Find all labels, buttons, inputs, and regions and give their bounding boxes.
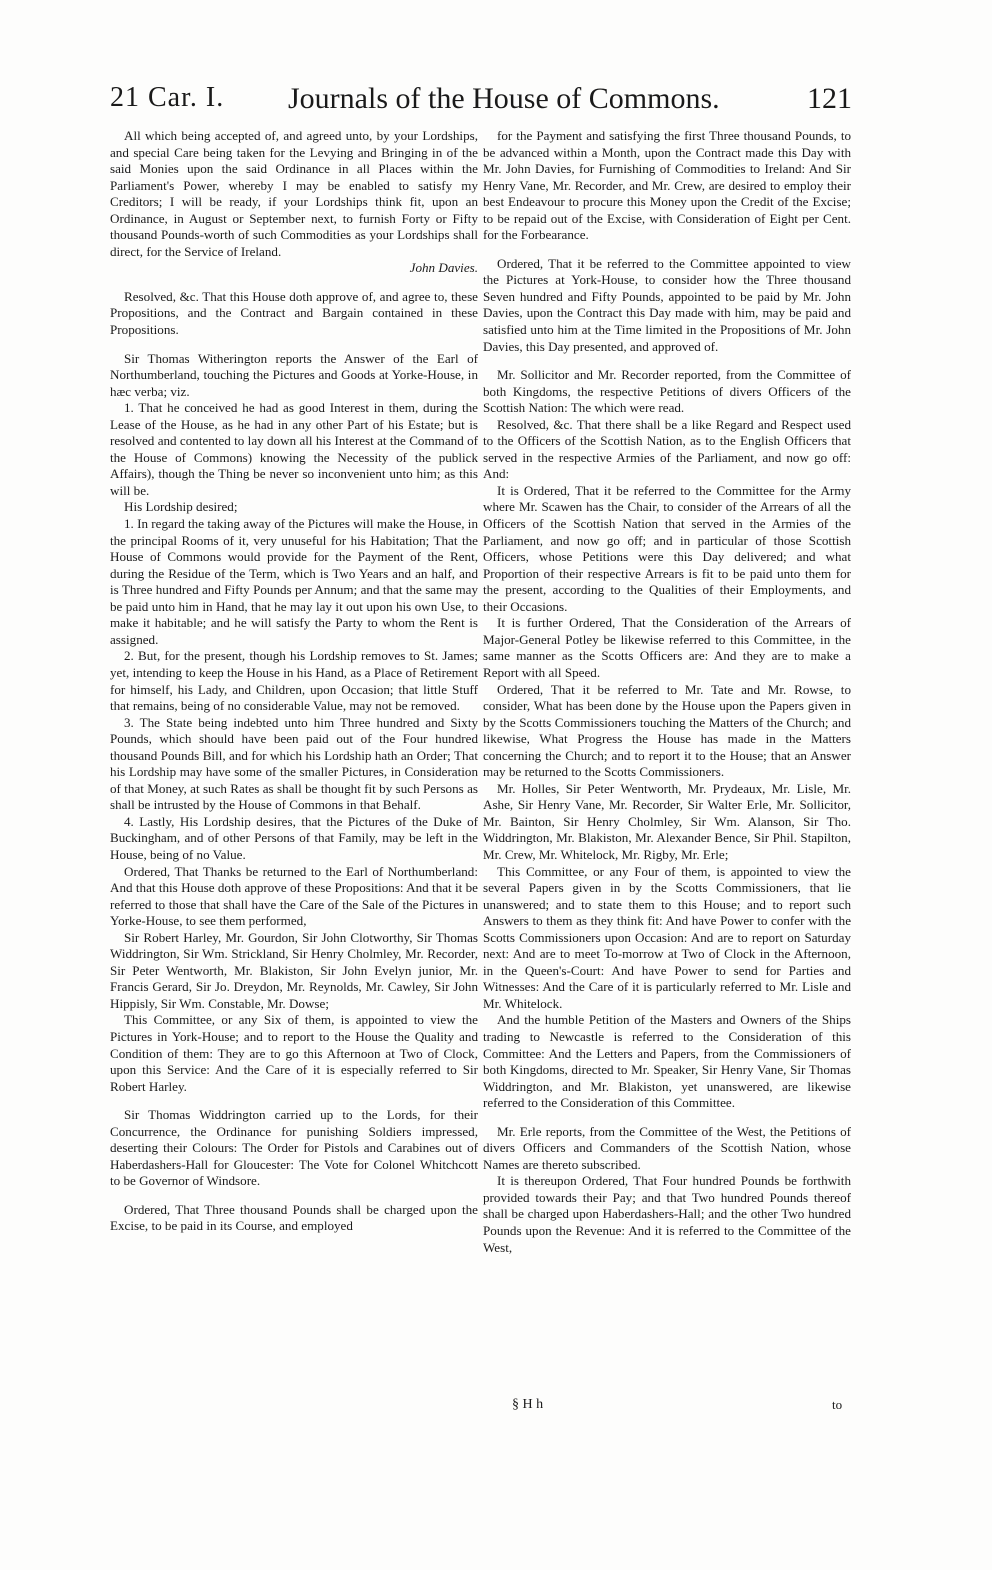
paragraph: 4. Lastly, His Lordship desires, that the Pictures of the Duke of Buckingham, and of other Persons of that Family, may be left in the House, being of no Value.: [110, 813, 478, 862]
paragraph: 2. But, for the present, though his Lordship removes to St. James; yet, intending to keep the House in his Hand, as a Place of Retirement for himself, his Lady, and Children, upon Occasion; that little Stuff that remains, being of no considerable Value, may not be removed.: [110, 648, 478, 714]
paragraph: It is thereupon Ordered, That Four hundred Pounds be forthwith provided towards their Pay; and that Two hundred Pounds thereof shall be charged upon Haberdashers-Hall; and the other Two hundred Pounds upon the Revenue: And it is referred to the Committee of the West,: [483, 1173, 851, 1255]
page-header: [110, 82, 852, 128]
paragraph: Mr. Holles, Sir Peter Wentworth, Mr. Prydeaux, Mr. Lisle, Mr. Ashe, Sir Henry Vane, Mr. Recorder, Sir Walter Erle, Mr. Sollicitor, Mr. Bainton, Sir Henry Cholmley, Sir Wm. Alanson, Sir Tho. Widdrington, Mr. Blakiston, Mr. Alexander Bence, Sir Phil. Stapilton, Mr. Crew, Mr. Whitelock, Mr. Rigby, Mr. Erle;: [483, 780, 851, 862]
paragraph: Resolved, &c. That there shall be a like Regard and Respect used to the Officers of the Scottish Nation, as to the English Officers that served in the respective Armies of the Parliament, and now go off: And:: [483, 416, 851, 482]
paragraph: Ordered, That Thanks be returned to the Earl of Northumberland: And that this House doth approve of these Propositions: And that it be referred to those that shall have the Care of the Sale of the Pictures in Yorke-House, to see them performed,: [110, 863, 478, 929]
paragraph: Sir Robert Harley, Mr. Gourdon, Sir John Clotworthy, Sir Thomas Widdrington, Sir Wm. Strickland, Sir Henry Cholmley, Mr. Recorder, Sir Peter Wentworth, Mr. Blakiston, Sir John Evelyn junior, Mr. Francis Gerard, Sir Jo. Dreydon, Mr. Reynolds, Mr. Cawley, Sir John Hippisly, Sir Wm. Constable, Mr. Dowse;: [110, 929, 478, 1011]
paragraph: His Lordship desired;: [124, 499, 238, 515]
paragraph: Ordered, That it be referred to Mr. Tate and Mr. Rowse, to consider, What has been done by the House upon the Papers given in by the Scotts Commissioners touching the Matters of the Church; and likewise, What Progress the House has made in the Matters concerning the Church; and to report it to the House; that an Answer may be returned to the Scotts Commissioners.: [483, 681, 851, 780]
regnal-year: 21 Car. I.: [110, 82, 225, 113]
paragraph: And the humble Petition of the Masters and Owners of the Ships trading to Newcastle is referred to the Consideration of this Committee: And the Letters and Papers, from the Commissioners of both Kingdoms, directed to Mr. Speaker, Sir Henry Vane, Sir Thomas Widdrington, and Mr. Blakiston, yet unanswered, are likewise referred to the Consideration of this Committee.: [483, 1012, 851, 1111]
paragraph: Sir Thomas Widdrington carried up to the Lords, for their Concurrence, the Ordinance for punishing Soldiers impressed, deserting their Colours: The Order for Pistols and Carabines out of Haberdashers-Hall for Gloucester: The Vote for Colonel Whitchcott to be Governor of Windsore.: [110, 1107, 478, 1189]
paragraph: for the Payment and satisfying the first Three thousand Pounds, to be advanced within a Month, upon the Contract made this Day with Mr. John Davies, for Furnishing of Commodities to Ireland: And Sir Henry Vane, Mr. Recorder, and Mr. Crew, are desired to employ their best Endeavour to procure this Money upon the Credit of the Excise; to be repaid out of the Excise, with Consideration of Eight per Cent. for the Forbearance.: [483, 128, 851, 243]
paragraph: This Committee, or any Six of them, is appointed to view the Pictures in York-House; and to report to the House the Quality and Condition of them: They are to go this Afternoon at Two of Clock, upon this Service: And the Care of it is especially referred to Sir Robert Harley.: [110, 1012, 478, 1094]
paragraph: Resolved, &c. That this House doth approve of, and agree to, these Propositions, and the Contract and Bargain contained in these Propositions.: [110, 288, 478, 338]
page-number: 121: [807, 82, 852, 115]
right-column: [483, 128, 851, 1256]
left-column: [110, 128, 478, 1235]
paragraph: This Committee, or any Four of them, is appointed to view the several Papers given in by the Scotts Commissioners, that lie unanswered; and to state them to this House; and to report such Answers to them as they think fit: And have Power to confer with the Scotts Commissioners upon Occasion: And are to report on Saturday next: And are to meet To-morrow at Two of Clock in the Afternoon, in the Queen's-Court: And have Power to send for Parties and Witnesses: And the Care of it is particularly referred to Mr. Lisle and Mr. Whitelock.: [483, 863, 851, 1011]
paragraph: Mr. Erle reports, from the Committee of the West, the Petitions of divers Officers and Commanders of the Scottish Nation, whose Names are thereto subscribed.: [483, 1123, 851, 1172]
paragraph: All which being accepted of, and agreed unto, by your Lordships, and special Care being taken for the Levying and Bringing in of the said Monies upon the said Ordinance in all Places within the Parliament's Power, whereby I may be enabled to satisfy my Creditors; I will be ready, if your Lordships think fit, upon an Ordinance, in August or September next, to furnish Forty or Fifty thousand Pounds-worth of such Commodities as your Lordships shall direct, for the Service of Ireland.: [110, 128, 478, 259]
signature: John Davies.: [409, 260, 478, 276]
paragraph: It is Ordered, That it be referred to the Committee for the Army where Mr. Scawen has the Chair, to consider of the Arrears of all the Officers of the Scottish Nation that served in the Armies of the Parliament, and now go off; and in particular of those Scottish Officers, whose Petitions were this Day delivered; and what Proportion of their respective Arrears is fit to be paid unto them for the present, according to the Qualities of their Employments, and their Occasions.: [483, 482, 851, 614]
paragraph: It is further Ordered, That the Consideration of the Arrears of Major-General Potley be likewise referred to this Committee, in the same manner as the Scotts Officers are: And they are to make a Report with all Speed.: [483, 615, 851, 680]
paragraph: 1. That he conceived he had as good Interest in them, during the Lease of the House, as he had in any other Part of his Estate; but is resolved and contented to lay down all his Interest at the Command of the House of Commons) knowing the Necessity of the publick Affairs), though the Thing be never so inconvenient unto him; as this will be.: [110, 400, 478, 498]
paragraph: Ordered, That Three thousand Pounds shall be charged upon the Excise, to be paid in its Course, and employed: [110, 1201, 478, 1234]
paragraph: 1. In regard the taking away of the Pictures will make the House, in the principal Rooms of it, very unuseful for his Habitation; That the House of Commons would provide for the Payment of the Rent, during the Residue of the Term, which is Two Years and an half, and is Three hundred and Fifty Pounds per Annum; and that the same may be paid unto him in Hand, that he may lay it out upon his own Use, to make it habitable; and he will satisfy the Party to whom the Rent is assigned.: [110, 516, 478, 647]
signature-mark: § H h: [512, 1397, 544, 1412]
paragraph: 3. The State being indebted unto him Three hundred and Sixty Pounds, which should have been paid out of the Four hundred thousand Pounds Bill, and for which his Lordship hath an Order; That his Lordship may have some of the smaller Pictures, in Consideration of that Money, at such Rates as shall be thought fit by such Persons as shall be intrusted by the House of Commons in that Behalf.: [110, 714, 478, 813]
paragraph: Ordered, That it be referred to the Committee appointed to view the Pictures at York-House, to consider how the Three thousand Seven hundred and Fifty Pounds, appointed to be paid by Mr. John Davies, upon the Contract this Day made with him, may be paid and satisfied unto him at the Time limited in the Propositions of Mr. John Davies, this Day presented, and approved of.: [483, 255, 851, 354]
paragraph: Sir Thomas Witherington reports the Answer of the Earl of Northumberland, touching the Pictures and Goods at Yorke-House, in hæc verba; viz.: [110, 350, 478, 399]
running-title: Journals of the House of Commons.: [288, 82, 720, 115]
catchword: to: [832, 1397, 843, 1412]
paragraph: Mr. Sollicitor and Mr. Recorder reported, from the Committee of both Kingdoms, the respective Petitions of divers Officers of the Scottish Nation: The which were read.: [483, 367, 851, 416]
